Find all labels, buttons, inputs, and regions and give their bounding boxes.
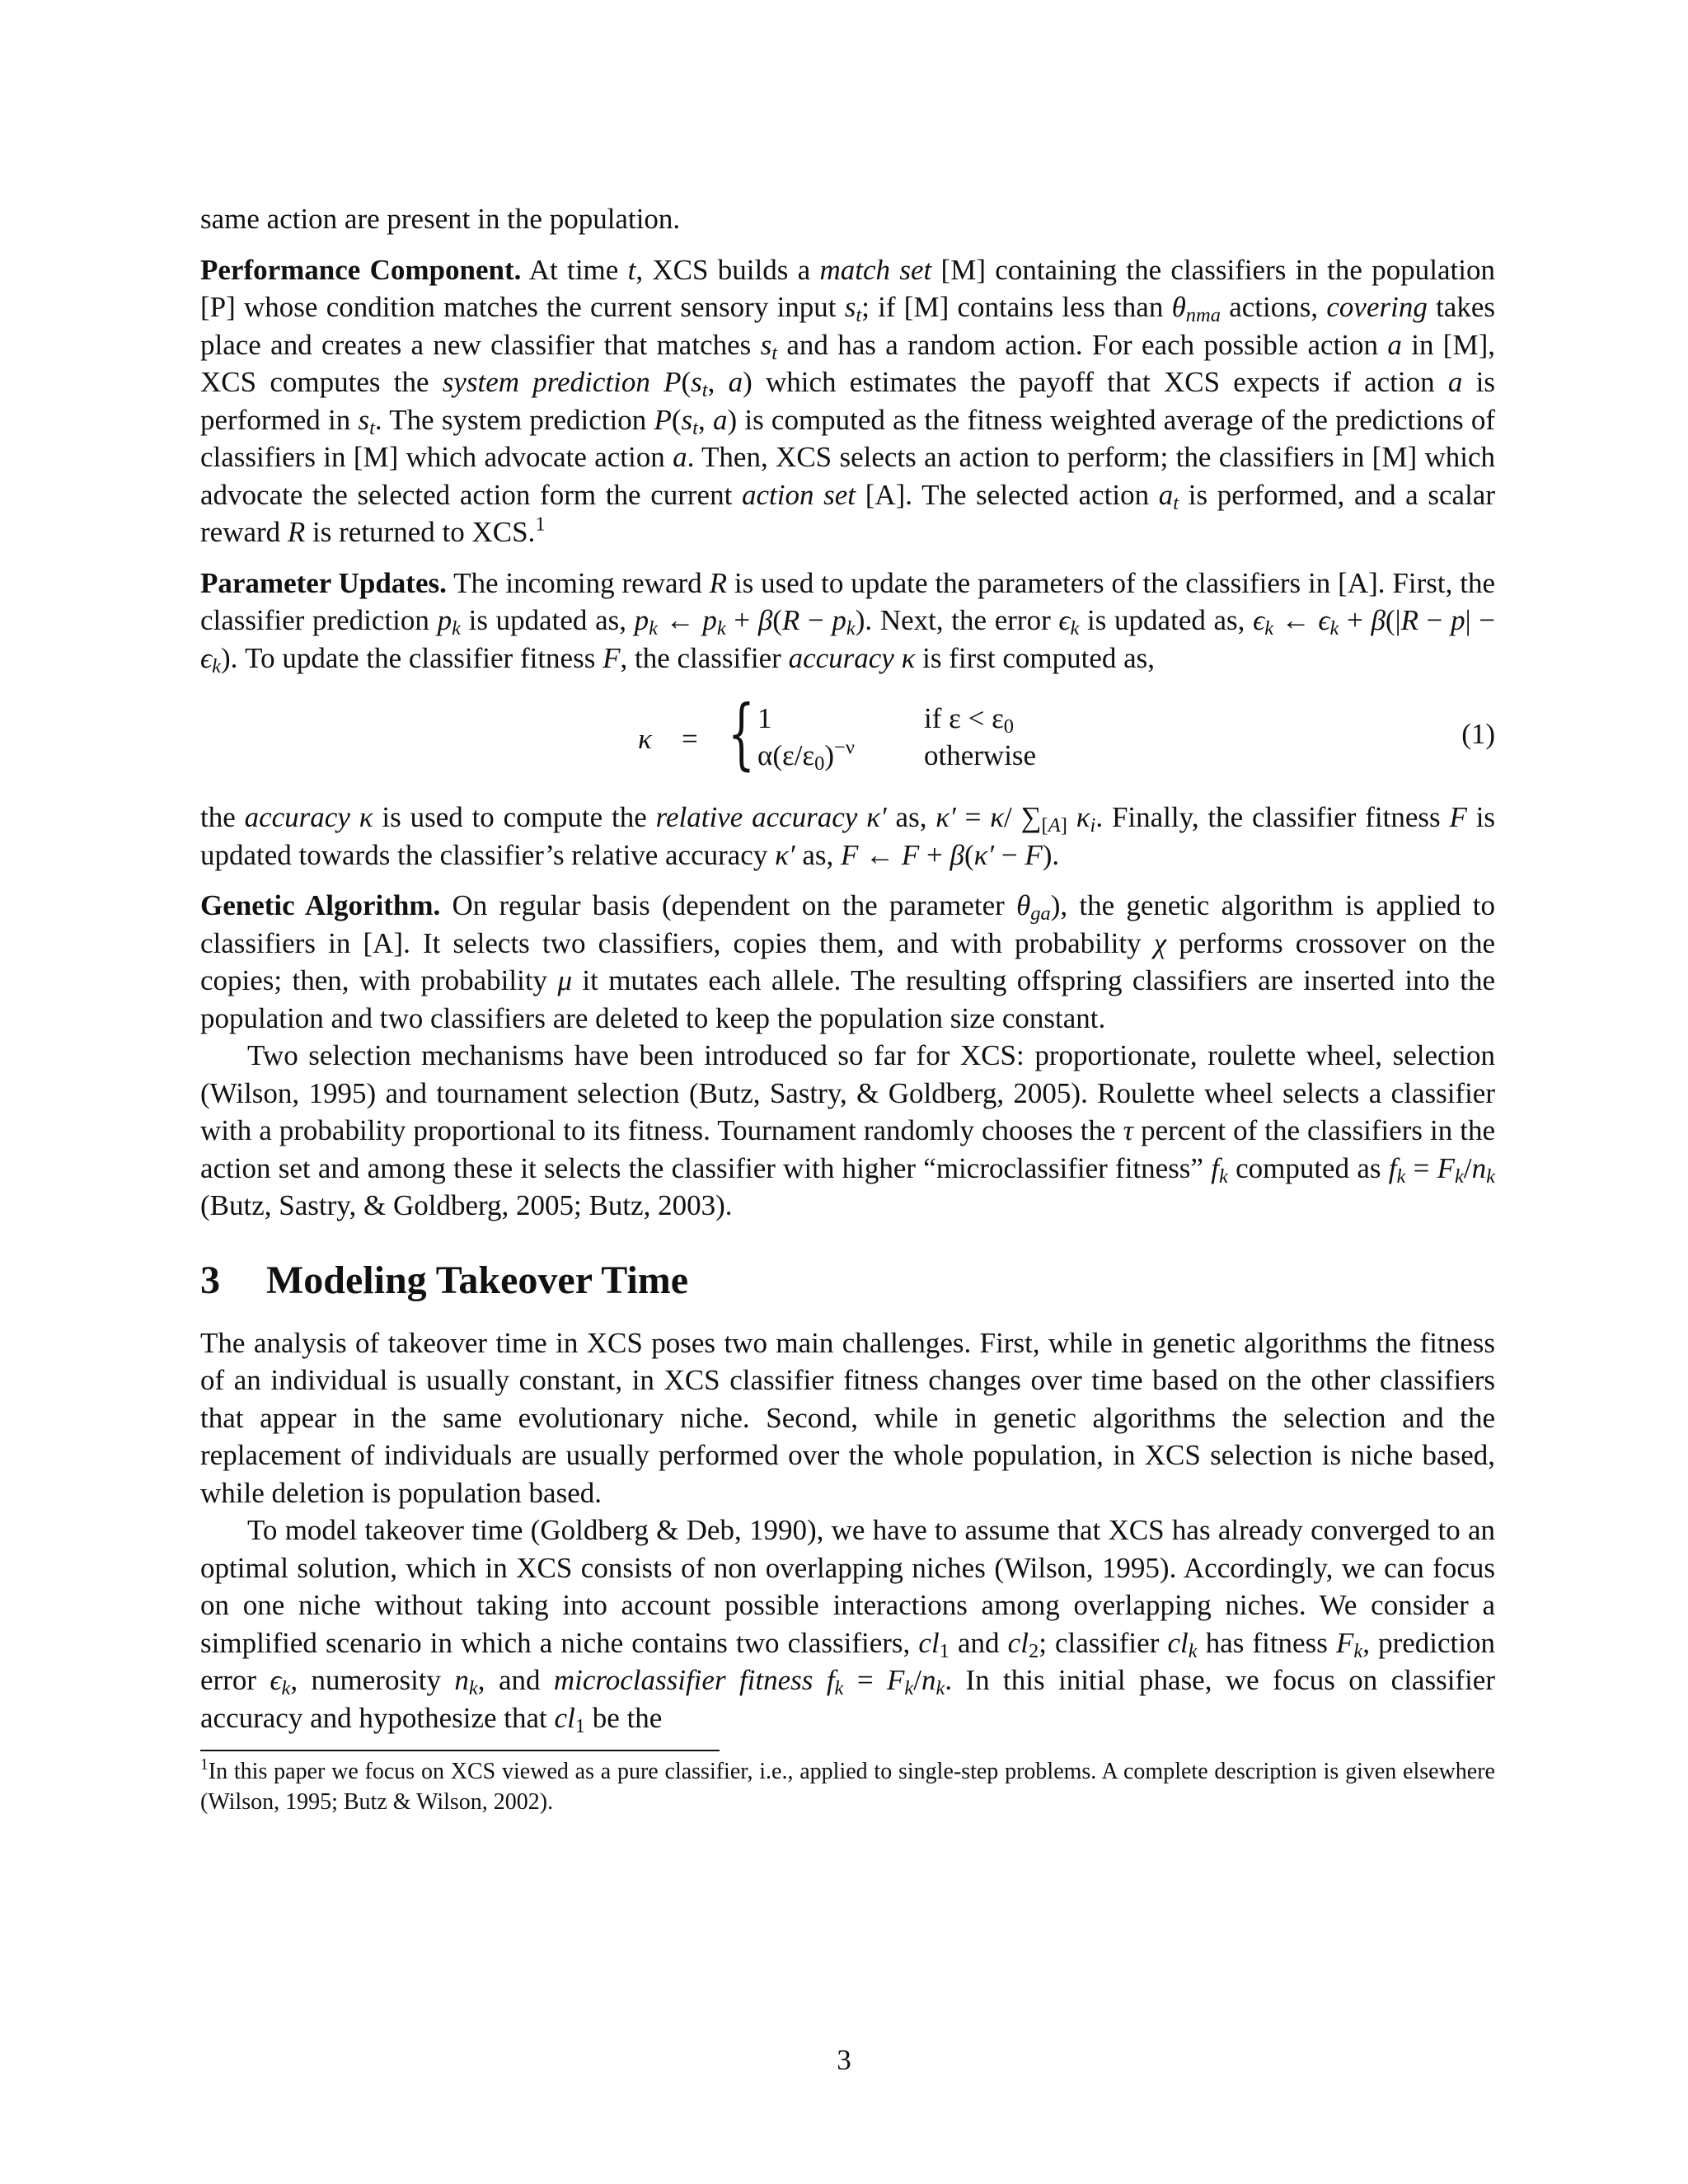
page-number: 3: [837, 2044, 851, 2076]
case-1-condition: if $\varepsilon < \varepsilon_0$: [924, 702, 1015, 738]
equation-brace: {: [728, 689, 755, 779]
paragraph-heading: Genetic Algorithm.: [200, 889, 441, 921]
genetic-algorithm-paragraph: Genetic Algorithm. On regular basis (dependent on the parameter $\theta_{ga}$), the genetic algorithm is applied to classifiers in [A]. It selects two classifiers, copies them, and with probability χ performs crossover on the copies; then, with probability μ it mutates each allele. The resulting offspring classifiers are inserted into the population and two classifiers are deleted to keep the population size constant.: [200, 889, 1496, 1034]
relative-accuracy-paragraph: the accuracy κ is used to compute the relative accuracy κ′ as, κ′ = κ/ $\sum_{[A]}$ $\kappa_i$. Finally, the classifier fitness F is updated towards the classifier’s relative accuracy κ′ as, F ← F + β(κ′ − F).: [200, 801, 1496, 871]
paper-page: [200, 200, 1495, 1817]
equation-lhs: κ: [638, 723, 652, 755]
equation-number: (1): [1461, 718, 1495, 750]
equation-equals: =: [682, 723, 698, 755]
accuracy-equation: [200, 690, 1495, 789]
paragraph-heading: Performance Component.: [200, 253, 522, 286]
section-paragraph-2: To model takeover time (Goldberg & Deb, 1990), we have to assume that XCS has already converged to an optimal solution, which in XCS consists of non overlapping niches (Wilson, 1995). Accordingly, we can focus on one niche without taking into account possible interactions among overlapping niches. We consider a simplified scenario in which a niche contains two classifiers, $cl_1$ and $cl_2$; classifier $cl_k$ has fitness $F_k$, prediction error $\epsilon_k$, numerosity $n_k$, and microclassifier fitness $f_k = F_k/n_k$. In this initial phase, we focus on classifier accuracy and hypothesize that $cl_1$ be the: [200, 1514, 1495, 1737]
section-number: 3: [200, 1258, 220, 1302]
performance-component-paragraph: Performance Component. At time t, XCS builds a match set [M] containing the classifiers in the population [P] whose condition matches the current sensory input $s_t$; if [M] contains less than $\theta_{nma}$ actions, covering takes place and creates a new classifier that matches $s_t$ and has a random action. For each possible action a in [M], XCS computes the system prediction $P(s_t$, a) which estimates the payoff that XCS expects if action a is performed in $s_t$. The system prediction $P(s_t$, a) is computed as the fitness weighted average of the predictions of classifiers in [M] which advocate action a. Then, XCS selects an action to perform; the classifiers in [M] which advocate the selected action form the current action set [A]. The selected action $a_t$ is performed, and a scalar reward R is returned to XCS.$^1$: [200, 253, 1495, 548]
parameter-updates-paragraph: Parameter Updates. The incoming reward R is used to update the parameters of the classifiers in [A]. First, the classifier prediction $p_k$ is updated as, $p_k$ ← $p_k + \beta(R - p_k)$. Next, the error $\epsilon_k$ is updated as, $\epsilon_k$ ← $\epsilon_k + \beta(|R - p| - \epsilon_k)$. To update the classifier fitness F, the classifier accuracy κ is first computed as,: [200, 566, 1495, 677]
section-heading: [200, 1258, 1495, 1303]
section-title: Modeling Takeover Time: [266, 1258, 689, 1302]
case-2-condition: otherwise: [924, 739, 1037, 771]
continued-paragraph: same action are present in the population.: [200, 203, 681, 235]
footnote: $^1$In this paper we focus on XCS viewed as a pure classifier, i.e., applied to single-step problems. A complete description is given elsewhere (Wilson, 1995; Butz & Wilson, 2002).: [200, 1756, 1495, 1815]
case-1-value: 1: [757, 702, 772, 734]
footnote-marker: 1: [535, 513, 546, 536]
section-paragraph-1: The analysis of takeover time in XCS poses two main challenges. First, while in genetic algorithms the fitness of an individual is usually constant, in XCS classifier fitness changes over time based on the other classifiers that appear in the same evolutionary niche. Second, while in genetic algorithms the selection and the replacement of individuals are usually performed over the whole population, in XCS selection is niche based, while deletion is population based.: [200, 1326, 1495, 1509]
selection-paragraph: Two selection mechanisms have been introduced so far for XCS: proportionate, roulette wheel, selection (Wilson, 1995) and tournament selection (Butz, Sastry, & Goldberg, 2005). Roulette wheel selects a classifier with a probability proportional to its fitness. Tournament randomly chooses the τ percent of the classifiers in the action set and among these it selects the classifier with higher “microclassifier fitness” $f_k$ computed as $f_k = F_k/n_k$ (Butz, Sastry, & Goldberg, 2005; Butz, 2003).: [200, 1039, 1495, 1221]
case-2-value: $\alpha(\varepsilon/\varepsilon_0)^{-\nu}$: [757, 736, 855, 776]
paragraph-heading: Parameter Updates.: [200, 566, 447, 599]
footnote-rule: [200, 1750, 720, 1751]
